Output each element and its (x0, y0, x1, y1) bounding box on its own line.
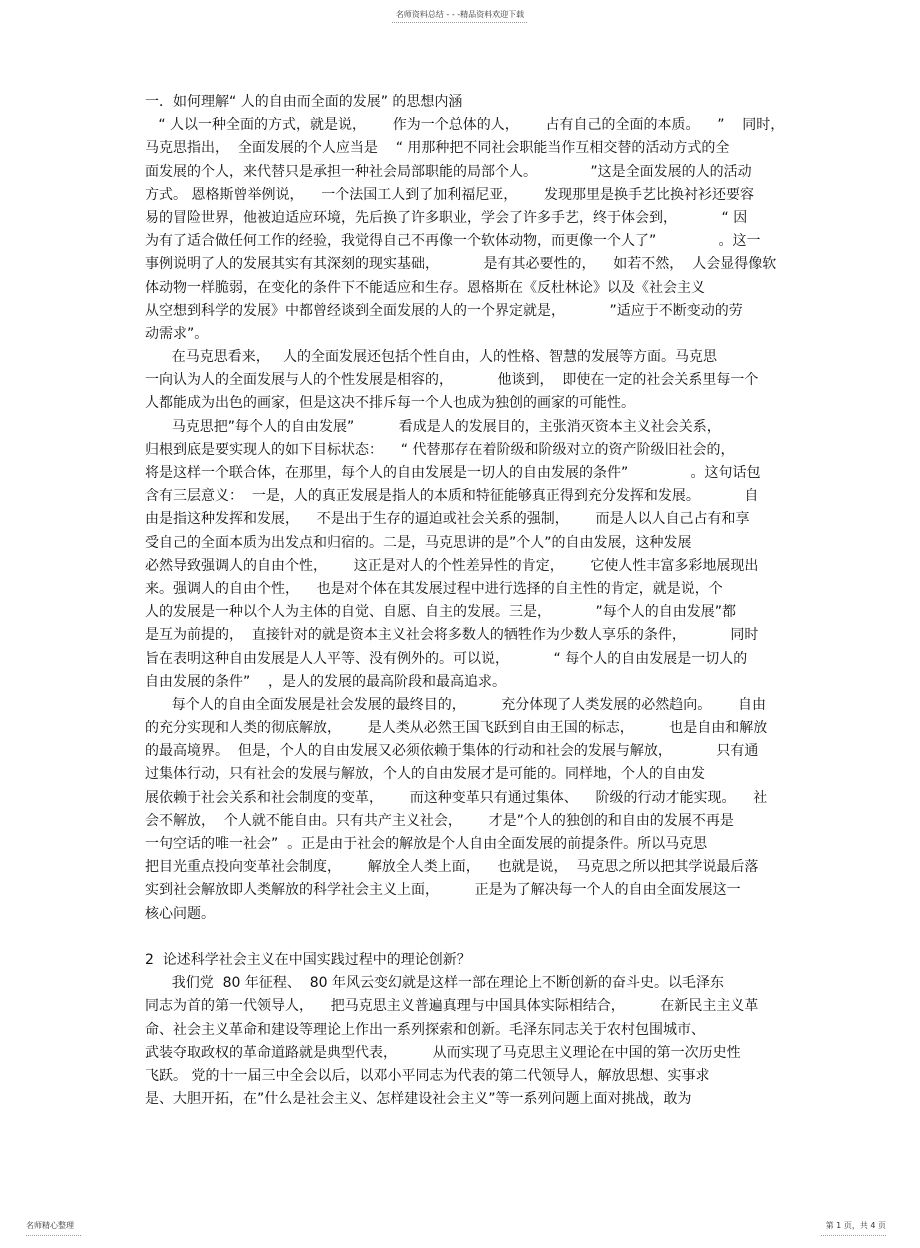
document-body (145, 91, 790, 1111)
text-line: 动需求”。 (145, 325, 209, 342)
footer-right-divider (821, 1235, 886, 1236)
text-line: 的充分实现和人类的彻底解放， 是人类从必然王国飞跃到自由王国的标志， 也是自由和解放 (145, 720, 768, 737)
text-line: 马克思指出， 全面发展的个人应当是 “ 用那种把不同社会职能当作互相交替的活动方式的全 (145, 140, 730, 157)
text-line: 在马克思看来， 人的全面发展还包括个性自由，人的性格、智慧的发展等方面。马克思 (145, 349, 718, 366)
text-line: 由是指这种发挥和发展， 不是出于生存的逼迫或社会关系的强制， 而是人以人自己占有和享 (145, 511, 750, 528)
text-line: 展依赖于社会关系和社会制度的变革， 而这种变革只有通过集体、 阶级的行动才能实现。 社 (145, 789, 768, 806)
text-line: 受自己的全面本质为出发点和归宿的。二是，马克思讲的是”个人”的自由发展，这种发展 (145, 534, 692, 551)
text-line: 马克思把”每个人的自由发展” 看成是人的发展目的，主张消灭资本主义社会关系， (145, 418, 721, 435)
text-line: 我们党 80 年征程、 80 年风云变幻就是这样一部在理论上不断创新的奋斗史。以毛泽东 (145, 975, 725, 992)
text-line: 人的发展是一种以个人为主体的自觉、自愿、自主的发展。三是， ”每个人的自由发展”都 (145, 604, 737, 621)
footer-left: 名师精心整理 (26, 1221, 74, 1230)
text-line: 易的冒险世界，他被迫适应环境，先后换了许多职业，学会了许多手艺，终于体会到， “ 因 (145, 209, 748, 226)
text-line: 来。强调人的自由个性， 也是对个体在其发展过程中进行选择的自主性的肯定，就是说，个 (145, 580, 723, 597)
text-line: 体动物一样脆弱，在变化的条件下不能适应和生存。恩格斯在《反杜林论》以及《社会主义 (145, 279, 705, 296)
text-line: “ 人以一种全面的方式，就是说， 作为一个总体的人， 占有自己的全面的本质。 ” 同时， (145, 117, 785, 134)
text-line: 含有三层意义： 一是，人的真正发展是指人的本质和特征能够真正得到充分发挥和发展。 自 (145, 488, 759, 505)
text-line: 自由发展的条件” ，是人的发展的最高阶段和最高追求。 (145, 673, 507, 690)
text-line: 一．如何理解“ 人的自由而全面的发展” 的思想内涵 (145, 94, 463, 110)
text-line: 将是这样一个联合体，在那里，每个人的自由发展是一切人的自由发展的条件” 。这句话包 (145, 465, 761, 481)
text-line (145, 926, 790, 949)
text-line: 实到社会解放即人类解放的科学社会主义上面， 正是为了解决每一个人的自由全面发展这一 (145, 882, 741, 899)
footer-left-divider (26, 1235, 81, 1236)
page-number: 第 1 页，共 4 页 (825, 1221, 886, 1230)
text-line: 面发展的个人，来代替只是承担一种社会局部职能的局部个人。 ”这是全面发展的人的活动 (145, 163, 752, 180)
text-line: 旨在表明这种自由发展是人人平等、没有例外的。可以说， “ 每个人的自由发展是一切人的 (145, 650, 748, 667)
text-line: 同志为首的第一代领导人， 把马克思主义普遍真理与中国具体实际相结合， 在新民主主义革 (145, 998, 759, 1015)
header-divider (392, 22, 527, 23)
text-line: 归根到底是要实现人的如下目标状态： “ 代替那存在着阶级和阶级对立的资产阶级旧社会的， (145, 441, 735, 458)
text-line: 一句空话的唯一社会” 。正是由于社会的解放是个人自由全面发展的前提条件。所以马克思 (145, 836, 708, 852)
text-line: 是互为前提的， 直接针对的就是资本主义社会将多数人的牺牲作为少数人享乐的条件， 同时 (145, 627, 759, 644)
text-line: 人都能成为出色的画家，但是这决不排斥每一个人也成为独创的画家的可能性。 (145, 395, 635, 412)
text-line: 的最高境界。 但是，个人的自由发展又必须依赖于集体的行动和社会的发展与解放， 只有通 (145, 743, 759, 760)
text-line: 每个人的自由全面发展是社会发展的最终目的， 充分体现了人类发展的必然趋向。 自由 (145, 696, 767, 713)
text-line: 一向认为人的全面发展与人的个性发展是相容的， 他谈到， 即使在一定的社会关系里每一个 (145, 372, 759, 389)
text-line: 方式。 恩格斯曾举例说， 一个法国工人到了加利福尼亚， 发现那里是换手艺比换衬衫还要容 (145, 186, 754, 203)
text-line: 是、大胆开拓，在”什么是社会主义、怎样建设社会主义”等一系列问题上面对挑战，敢为 (145, 1091, 692, 1108)
text-line: 事例说明了人的发展其实有其深刻的现实基础， 是有其必要性的， 如若不然， 人会显得像软 (145, 256, 777, 273)
text-line: 必然导致强调人的自由个性， 这正是对人的个性差异性的肯定， 它使人性丰富多彩地展现出 (145, 557, 759, 574)
text-line: 会不解放， 个人就不能自由。只有共产主义社会， 才是”个人的独创的和自由的发展不再是 (145, 812, 734, 829)
page-header: 名师资料总结 - - -精品资料欢迎下载 (395, 10, 525, 19)
text-line: 2 论述科学社会主义在中国实践过程中的理论创新？ (145, 951, 471, 968)
text-line: 核心问题。 (145, 905, 215, 922)
text-line: 飞跃。 党的十一届三中全会以后，以邓小平同志为代表的第二代领导人，解放思想、实事求 (145, 1067, 710, 1084)
text-line: 把目光重点投向变革社会制度， 解放全人类上面， 也就是说， 马克思之所以把其学说最后落 (145, 859, 759, 876)
text-line: 命、社会主义革命和建设等理论上作出一系列探索和创新。毛泽东同志关于农村包围城市、 (145, 1021, 705, 1038)
text-line: 过集体行动，只有社会的发展与解放，个人的自由发展才是可能的。同样地，个人的自由发 (145, 766, 705, 783)
text-line: 从空想到科学的发展》中都曾经谈到全面发展的人的一个界定就是， ”适应于不断变动的劳 (145, 302, 743, 319)
text-line: 为有了适合做任何工作的经验，我觉得自己不再像一个软体动物，而更像一个人了” 。这一 (145, 233, 761, 250)
text-line: 武装夺取政权的革命道路就是典型代表， 从而实现了马克思主义理论在中国的第一次历史性 (145, 1044, 741, 1061)
